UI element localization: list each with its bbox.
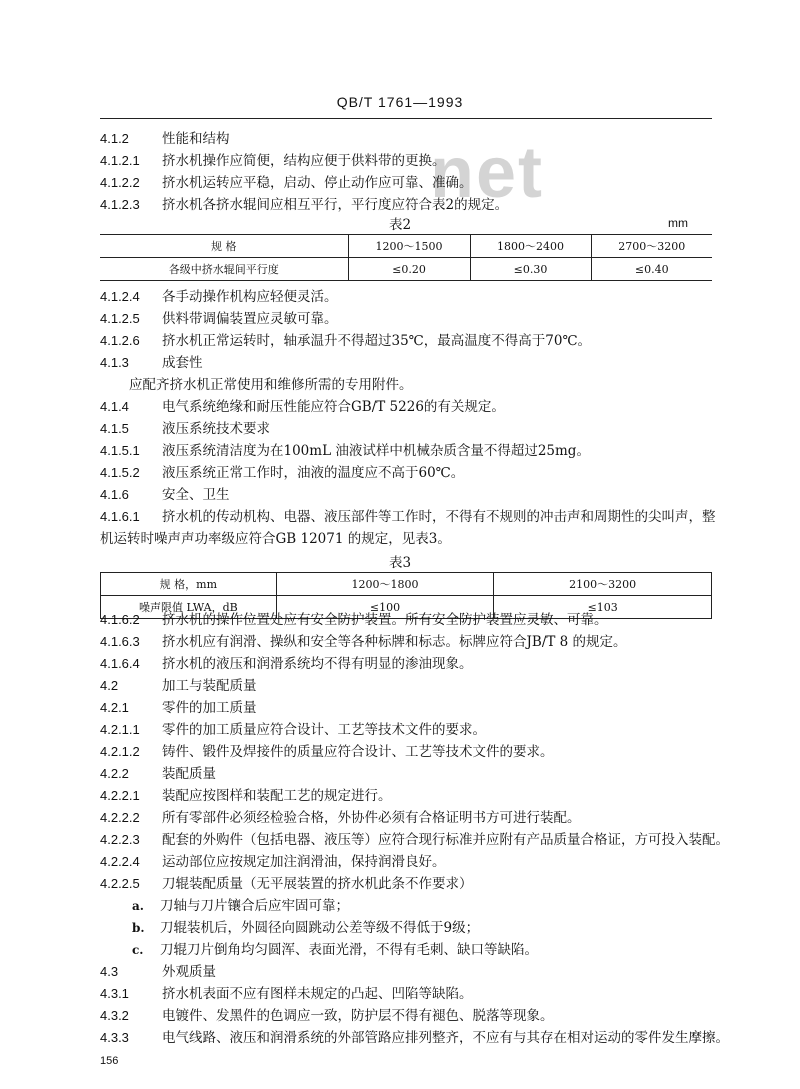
page-number: 156 <box>100 1055 119 1067</box>
clause: 4.1.4 电气系统绝缘和耐压性能应符合GB/T 5226的有关规定。 <box>100 399 505 415</box>
section-heading: 4.2 加工与装配质量 <box>100 678 257 694</box>
list-item: c. 刀辊刀片倒角均匀圆浑、表面光滑，不得有毛刺、缺口等缺陷。 <box>132 942 538 958</box>
clause: 4.2.2.4 运动部位应按规定加注润滑油，保持润滑良好。 <box>100 854 446 870</box>
clause: 4.2.1.2 铸件、锻件及焊接件的质量应符合设计、工艺等技术文件的要求。 <box>100 744 554 760</box>
clause: 4.1.2.3 挤水机各挤水辊间应相互平行，平行度应符合表2的规定。 <box>100 197 509 213</box>
table2-unit: mm <box>668 216 688 230</box>
section-heading: 4.1.5 液压系统技术要求 <box>100 421 270 437</box>
table-cell: ≤0.30 <box>470 258 591 281</box>
clause: 4.3.2 电镀件、发黑件的色调应一致，防护层不得有褪色、脱落等现象。 <box>100 1008 554 1024</box>
clause: 4.1.2.6 挤水机正常运转时，轴承温升不得超过35℃，最高温度不得高于70℃。 <box>100 333 592 349</box>
table-cell: 各级中挤水辊间平行度 <box>100 258 348 281</box>
clause: 4.1.5.2 液压系统正常工作时，油液的温度应不高于60℃。 <box>100 465 465 481</box>
table-cell: 2100～3200 <box>494 573 712 596</box>
table2-caption: 表2 <box>388 217 412 233</box>
section-heading: 4.1.2 性能和结构 <box>100 131 230 147</box>
clause: 4.1.5.1 液压系统清洁度为在100mL 油液试样中机械杂质含量不得超过25mg。 <box>100 443 590 459</box>
section-heading: 4.2.1 零件的加工质量 <box>100 700 257 716</box>
section-heading: 4.3 外观质量 <box>100 964 216 980</box>
clause: 4.1.2.4 各手动操作机构应轻便灵活。 <box>100 289 338 305</box>
clause: 4.2.2.2 所有零部件必须经检验合格，外协件必须有合格证明书方可进行装配。 <box>100 810 581 826</box>
section-heading: 4.1.3 成套性 <box>100 355 203 371</box>
clause: 4.2.2.3 配套的外购件（包括电器、液压等）应符合现行标准并应附有产品质量合格证，方可投入装配。 <box>100 832 729 848</box>
clause: 4.1.6.3 挤水机应有润滑、操纵和安全等各种标牌和标志。标牌应符合JB/T 8 的规定。 <box>100 634 627 650</box>
table-cell: ≤100 <box>276 596 494 619</box>
table-cell: 1800～2400 <box>470 235 591 258</box>
clause: 4.3.1 挤水机表面不应有图样未规定的凸起、凹陷等缺陷。 <box>100 986 473 1002</box>
clause: 4.3.3 电气线路、液压和润滑系统的外部管路应排列整齐，不应有与其存在相对运动的零件发生摩擦。 <box>100 1030 729 1046</box>
table-header-row <box>101 573 712 596</box>
table-cell: 1200～1800 <box>276 573 494 596</box>
clause: 4.1.2.1 挤水机操作应简便，结构应便于供料带的更换。 <box>100 153 446 169</box>
table-cell: ≤103 <box>494 596 712 619</box>
clause: 4.2.2.1 装配应按图样和装配工艺的规定进行。 <box>100 788 392 804</box>
section-heading: 4.1.6 安全、卫生 <box>100 487 230 503</box>
clause: 4.1.6.1 挤水机的传动机构、电器、液压部件等工作时，不得有不规则的冲击声和周期性的尖叫声，整 <box>100 509 716 525</box>
section-heading: 4.2.2 装配质量 <box>100 766 216 782</box>
clause-text: 应配齐挤水机正常使用和维修所需的专用附件。 <box>129 377 413 393</box>
clause: 4.2.2.5 刀辊装配质量（无平展装置的挤水机此条不作要求） <box>100 876 473 892</box>
clause: 4.1.2.2 挤水机运转应平稳，启动、停止动作应可靠、准确。 <box>100 175 473 191</box>
table-cell: 规 格，mm <box>101 573 277 596</box>
table3-caption: 表3 <box>388 555 412 571</box>
list-item: b. 刀辊装机后，外圆径向圆跳动公差等级不得低于9级； <box>132 920 480 936</box>
clause: 4.1.6.4 挤水机的液压和润滑系统均不得有明显的渗油现象。 <box>100 656 473 672</box>
table-cell: ≤0.40 <box>591 258 712 281</box>
clause: 4.1.2.5 供料带调偏装置应灵敏可靠。 <box>100 311 338 327</box>
table-cell: 1200～1500 <box>348 235 470 258</box>
header-rule <box>100 118 712 119</box>
standard-number: QB/T 1761—1993 <box>336 94 464 110</box>
clause: 4.1.6.2 挤水机的操作位置处应有安全防护装置。所有安全防护装置应灵敏、可靠。 <box>100 612 608 628</box>
table-cell: 2700～3200 <box>591 235 712 258</box>
table-cell: 规 格 <box>100 235 348 258</box>
table-cell: ≤0.20 <box>348 258 470 281</box>
clause: 4.2.1.1 零件的加工质量应符合设计、工艺等技术文件的要求。 <box>100 722 486 738</box>
watermark: net <box>430 133 544 213</box>
table-row <box>100 258 712 281</box>
list-item: a. 刀轴与刀片镶合后应牢固可靠； <box>132 898 349 914</box>
clause-continuation: 机运转时噪声声功率级应符合GB 12071 的规定，见表3。 <box>100 531 451 547</box>
table-cell: 噪声限值 LWA，dB <box>101 596 277 619</box>
table-header-row <box>100 235 712 258</box>
table2 <box>100 234 712 281</box>
